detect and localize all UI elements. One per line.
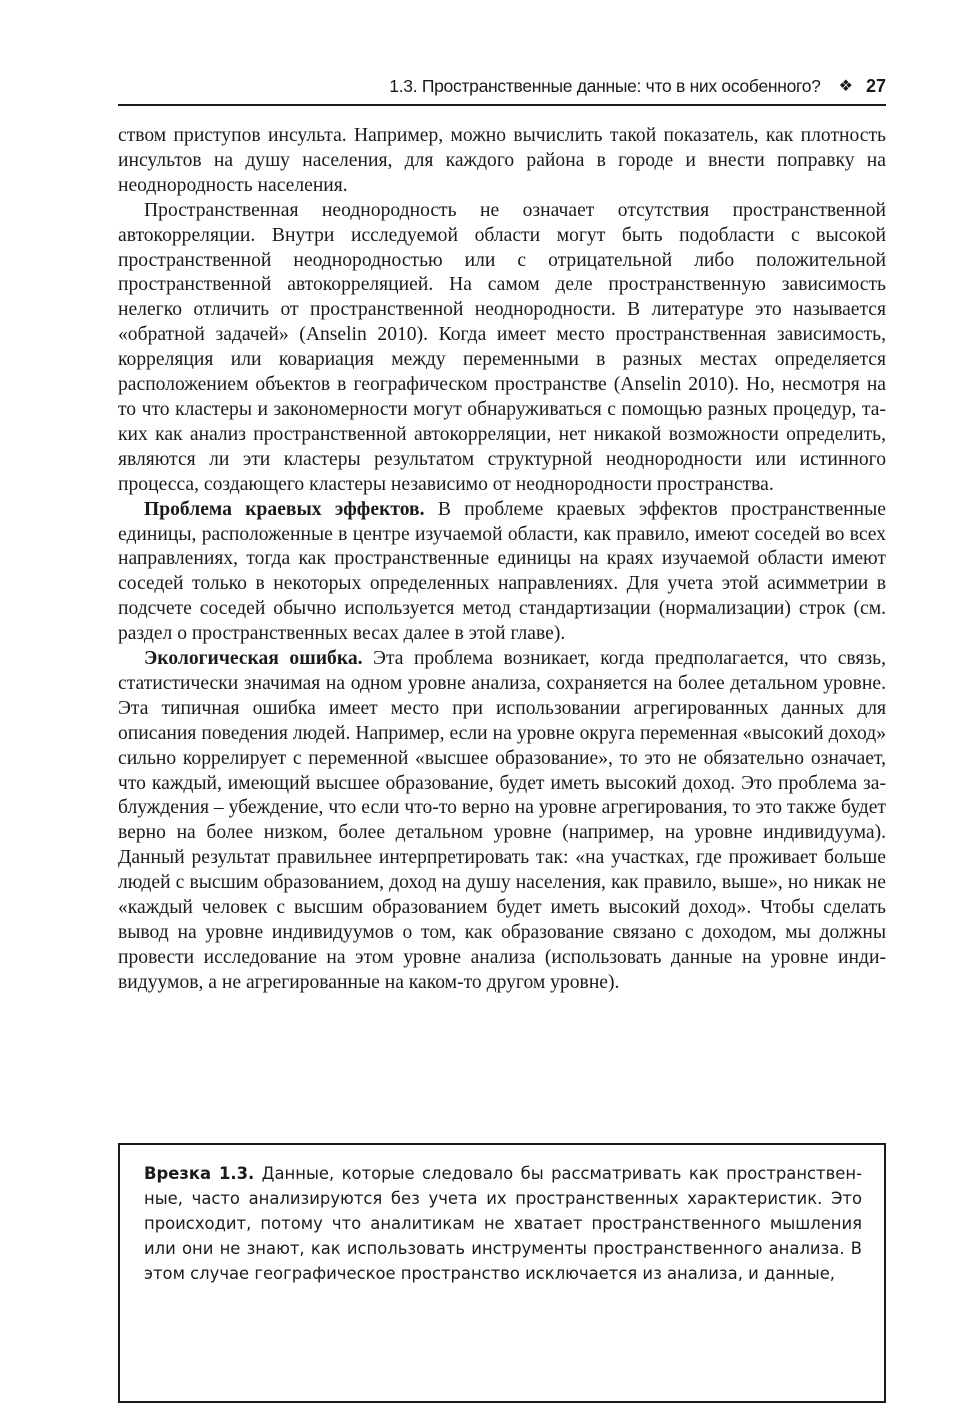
sidebar-text: Данные, которые следовало бы рассматривать как пространственные, часто анализируются без учета их пространственных характеристик. Это происходит, потому что аналитикам не хватает пространственного мышления или они не знают, как использовать инструменты пространственного анализа. В этом случае географическое пространство исключается из анализа, и данные,	[144, 1164, 862, 1283]
sidebar-box	[118, 1143, 886, 1403]
header-section-title: 1.3. Пространственные данные: что в них особенного?	[389, 76, 821, 96]
paragraph-2: Пространственная неоднородность не означает отсутствия пространственной автокорреляции. Внутри исследуемой области могут быть подобласти с высокой пространственной неоднородностью или с отрицательной либо положительной пространственной автокорреляцией. На самом деле пространственную зависимость нелегко отличить от пространственной неоднородности. В литературе это называется «обратной задачей» (Anselin 2010). Когда имеет место пространственная зависимость, корреляция или ковариация между переменными в разных местах определяется расположением объектов в географическом пространстве (Anselin 2010). Но, несмотря на то что кластеры и закономерности могут обнаруживаться с помощью разных процедур, таких как анализ пространственной автокорреляции, нет никакой возможности определить, являются ли эти кластеры результатом структурной неоднородности или истинного процесса, создающего кластеры независимо от неоднородности пространства.	[118, 199, 886, 495]
paragraph-edge-effects	[118, 498, 886, 647]
ecological-fallacy-text: Эта проблема возникает, когда предполагается, что связь, статистически значимая на одном уровне анализа, сохраняется на более детальном уровне. Эта типичная ошибка имеет место при использовании агрегированных данных для описания поведения людей. Например, если на уровне округа переменная «высокий доход» сильно коррелирует с переменной «высшее образование», то это не обязательно означает, что каждый, имеющий высшее образование, будет иметь высокий доход. Это проблема заблуждения – убеждение, что если что-то верно на уровне агрегирования, то это также будет верно на более низком, более детальном уровне (например, на уровне индивидуума). Данный результат правильнее интерпретировать так: «на участках, где проживает больше людей с высшим образованием, доход на душу населения, как правило, выше», но никак не «каждый человек с высшим образованием будет иметь высокий доход». Чтобы сделать вывод на уровне индивидуумов о том, как образование связано с доходом, мы должны провести исследование на этом уровне анализа (использовать данные на уровне индивидуумов, а не агрегированные на каком-то другом уровне).	[118, 648, 886, 993]
ecological-fallacy-heading: Экологическая ошибка.	[144, 648, 363, 670]
edge-effects-heading: Проблема краевых эффектов.	[144, 498, 425, 520]
running-header	[118, 76, 886, 106]
paragraph-1: ством приступов инсульта. Например, можно вычислить такой показатель, как плотность инсультов на душу населения, для каждого района в городе и внести поправку на неоднородность населения.	[118, 125, 886, 196]
sidebar-label: Врезка 1.3.	[144, 1164, 255, 1183]
body-text	[118, 124, 886, 996]
page-number: 27	[865, 76, 886, 96]
edge-effects-text: В проблеме краевых эффектов пространственные единицы, расположенные в центре изучаемой области, как правило, имеют соседей во всех направлениях, тогда как пространственные единицы на краях изучаемой области имеют соседей только в некоторых определенных направлениях. Для учета этой асимметрии в подсчете соседей обычно используется метод стандартизации (нормализации) строк (см. раздел о пространственных весах далее в этой главе).	[118, 498, 887, 645]
diamond-ornament-icon: ❖	[838, 78, 853, 95]
paragraph-ecological-fallacy	[118, 647, 886, 996]
